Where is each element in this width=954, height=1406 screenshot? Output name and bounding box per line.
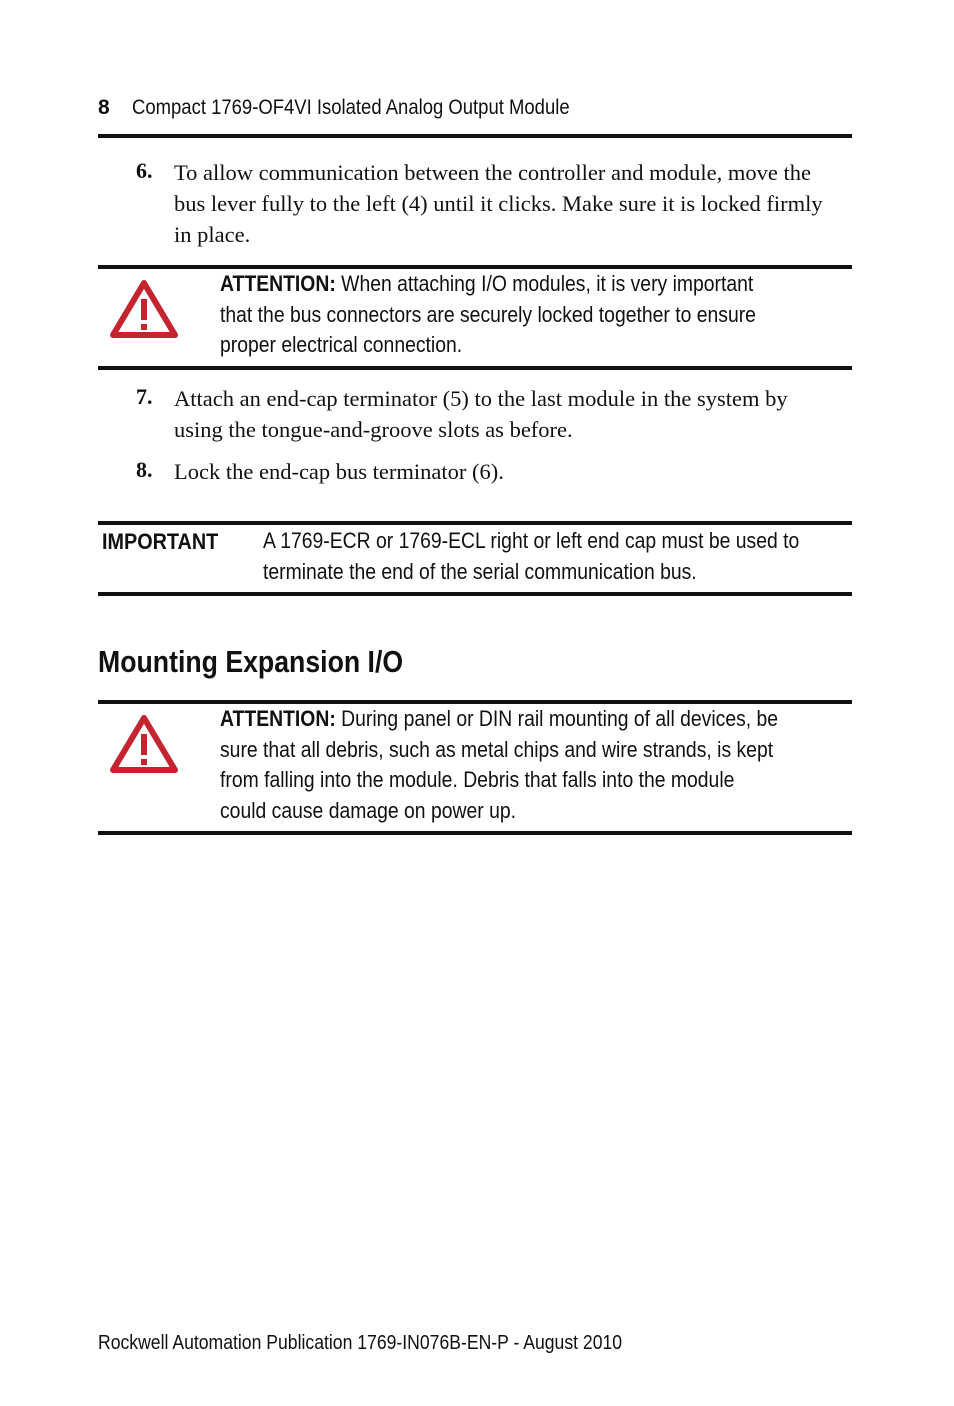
- attention-line: [220, 704, 778, 735]
- step-number: 7.: [136, 384, 153, 409]
- step-line: Lock the end-cap bus terminator (6).: [174, 459, 504, 484]
- step-number: 8.: [136, 457, 153, 482]
- step-line: Attach an end-cap terminator (5) to the last module in the system by: [174, 386, 788, 411]
- warning-triangle-icon: [109, 279, 179, 339]
- important-bottom-rule: [98, 592, 852, 596]
- step-line: bus lever fully to the left (4) until it clicks. Make sure it is locked firmly: [174, 191, 823, 216]
- step-text: [174, 383, 854, 445]
- page-number: 8: [98, 96, 110, 119]
- attention-line-text: During panel or DIN rail mounting of all devices, be: [335, 706, 779, 731]
- important-line: terminate the end of the serial communication bus.: [263, 558, 697, 584]
- warning-triangle-icon: [109, 714, 179, 774]
- attention-line: that the bus connectors are securely locked together to ensure: [220, 301, 756, 327]
- step-line: using the tongue-and-groove slots as before.: [174, 417, 573, 442]
- step-line: in place.: [174, 222, 251, 247]
- attention-line: from falling into the module. Debris that falls into the module: [220, 767, 735, 792]
- attention-label: ATTENTION:: [220, 271, 336, 296]
- header-rule: [98, 134, 852, 138]
- running-header-title: Compact 1769-OF4VI Isolated Analog Output Module: [132, 96, 570, 119]
- important-top-rule: [98, 521, 852, 525]
- footer-publication: Rockwell Automation Publication 1769-IN076B-EN-P - August 2010: [98, 1332, 623, 1354]
- attention-label: ATTENTION:: [220, 706, 336, 731]
- section-heading: Mounting Expansion I/O: [98, 644, 404, 679]
- attention-bottom-rule: [98, 831, 852, 835]
- step-text: [174, 456, 854, 487]
- attention-line: proper electrical connection.: [220, 332, 463, 357]
- attention-line: [220, 269, 756, 300]
- important-line: A 1769-ECR or 1769-ECL right or left end cap must be used to: [263, 528, 800, 553]
- attention-text: [220, 704, 778, 826]
- attention-line: could cause damage on power up.: [220, 797, 516, 823]
- important-label: IMPORTANT: [102, 529, 219, 554]
- attention-text: [220, 269, 756, 361]
- important-text: [263, 526, 799, 587]
- step-text: [174, 157, 854, 250]
- step-number: 6.: [136, 158, 153, 183]
- step-line: To allow communication between the controller and module, move the: [174, 160, 811, 185]
- attention-line-text: When attaching I/O modules, it is very important: [335, 271, 754, 296]
- attention-line: sure that all debris, such as metal chips and wire strands, is kept: [220, 736, 774, 762]
- attention-bottom-rule: [98, 366, 852, 370]
